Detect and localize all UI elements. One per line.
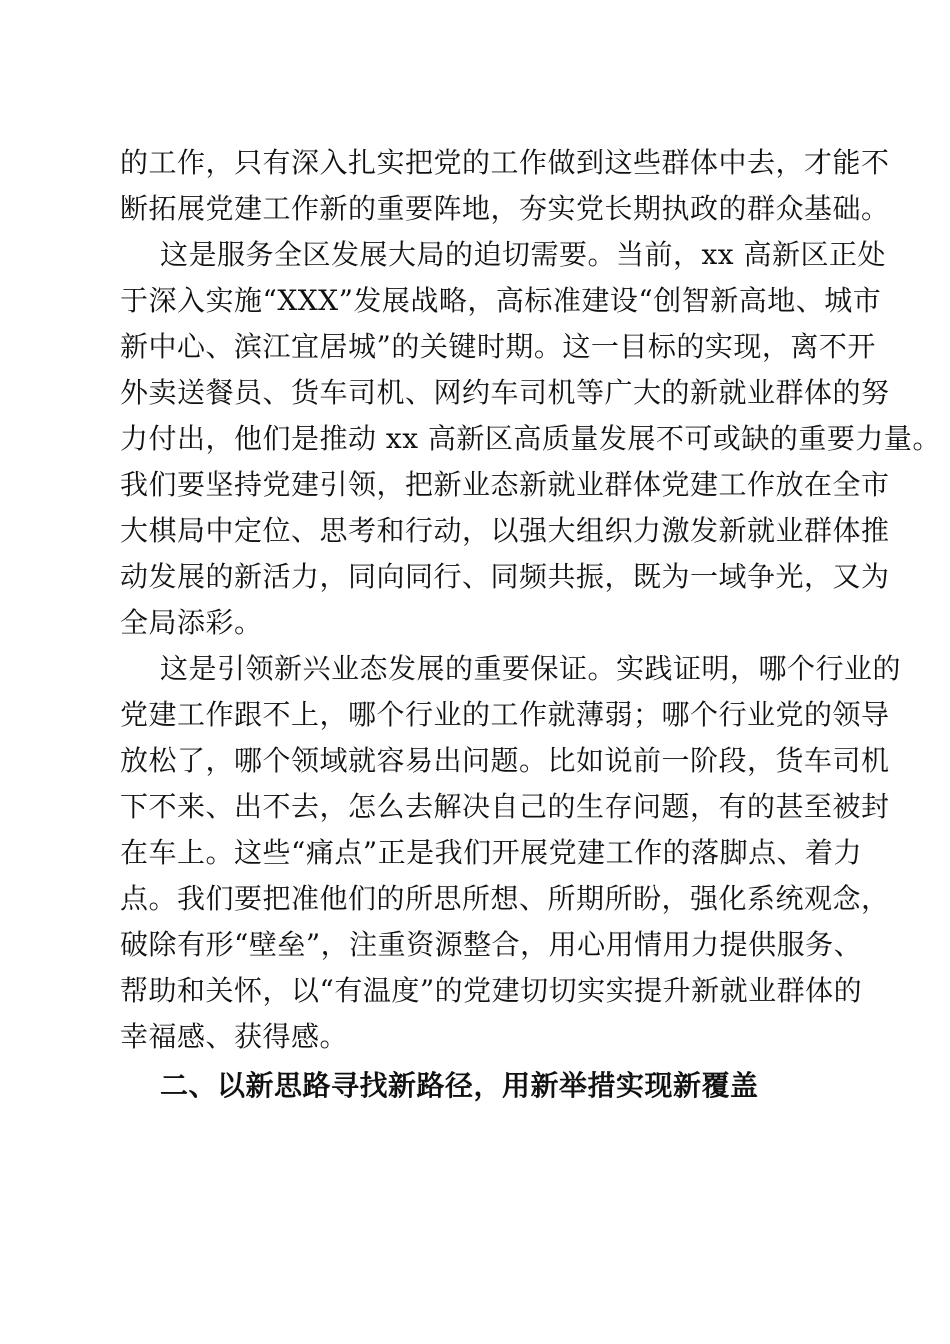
text-line: 力付出，他们是推动 xx 高新区高质量发展不可或缺的重要力量。 [120,422,941,455]
text-line: 断拓展党建工作新的重要阵地，夯实党长期执政的群众基础。 [120,192,890,225]
text-line: 大棋局中定位、思考和行动，以强大组织力激发新就业群体推 [120,514,890,547]
paragraph-start-line: 这是引领新兴业态发展的重要保证。实践证明，哪个行业的 [160,652,902,685]
text-line: 破除有形“壁垒”，注重资源整合，用心用情用力提供服务、 [120,928,863,961]
text-line: 我们要坚持党建引领，把新业态新就业群体党建工作放在全市 [120,468,890,501]
text-line: 下不来、出不去，怎么去解决自己的生存问题，有的甚至被封 [120,790,890,823]
text-line: 的工作，只有深入扎实把党的工作做到这些群体中去，才能不 [120,146,890,179]
text-line: 全局添彩。 [120,606,263,639]
text-line: 党建工作跟不上，哪个行业的工作就薄弱；哪个行业党的领导 [120,698,890,731]
text-line: 帮助和关怀，以“有温度”的党建切切实实提升新就业群体的 [120,974,863,1007]
text-line: 点。我们要把准他们的所思所想、所期所盼，强化系统观念， [120,882,890,915]
text-line: 在车上。这些“痛点”正是我们开展党建工作的落脚点、着力 [120,836,863,869]
paragraph-start-line: 这是服务全区发展大局的迫切需要。当前，xx 高新区正处 [160,238,886,271]
text-line: 外卖送餐员、货车司机、网约车司机等广大的新就业群体的努 [120,376,890,409]
text-line: 新中心、滨江宜居城”的关键时期。这一目标的实现，离不开 [120,330,876,363]
section-heading: 二、以新思路寻找新路径，用新举措实现新覆盖 [160,1069,759,1102]
text-line: 动发展的新活力，同向同行、同频共振，既为一域争光，又为 [120,560,890,593]
text-line: 于深入实施“XXX”发展战略，高标准建设“创智新高地、城市 [120,284,882,317]
text-line: 幸福感、获得感。 [120,1020,349,1053]
text-line: 放松了，哪个领域就容易出问题。比如说前一阶段，货车司机 [120,744,890,777]
